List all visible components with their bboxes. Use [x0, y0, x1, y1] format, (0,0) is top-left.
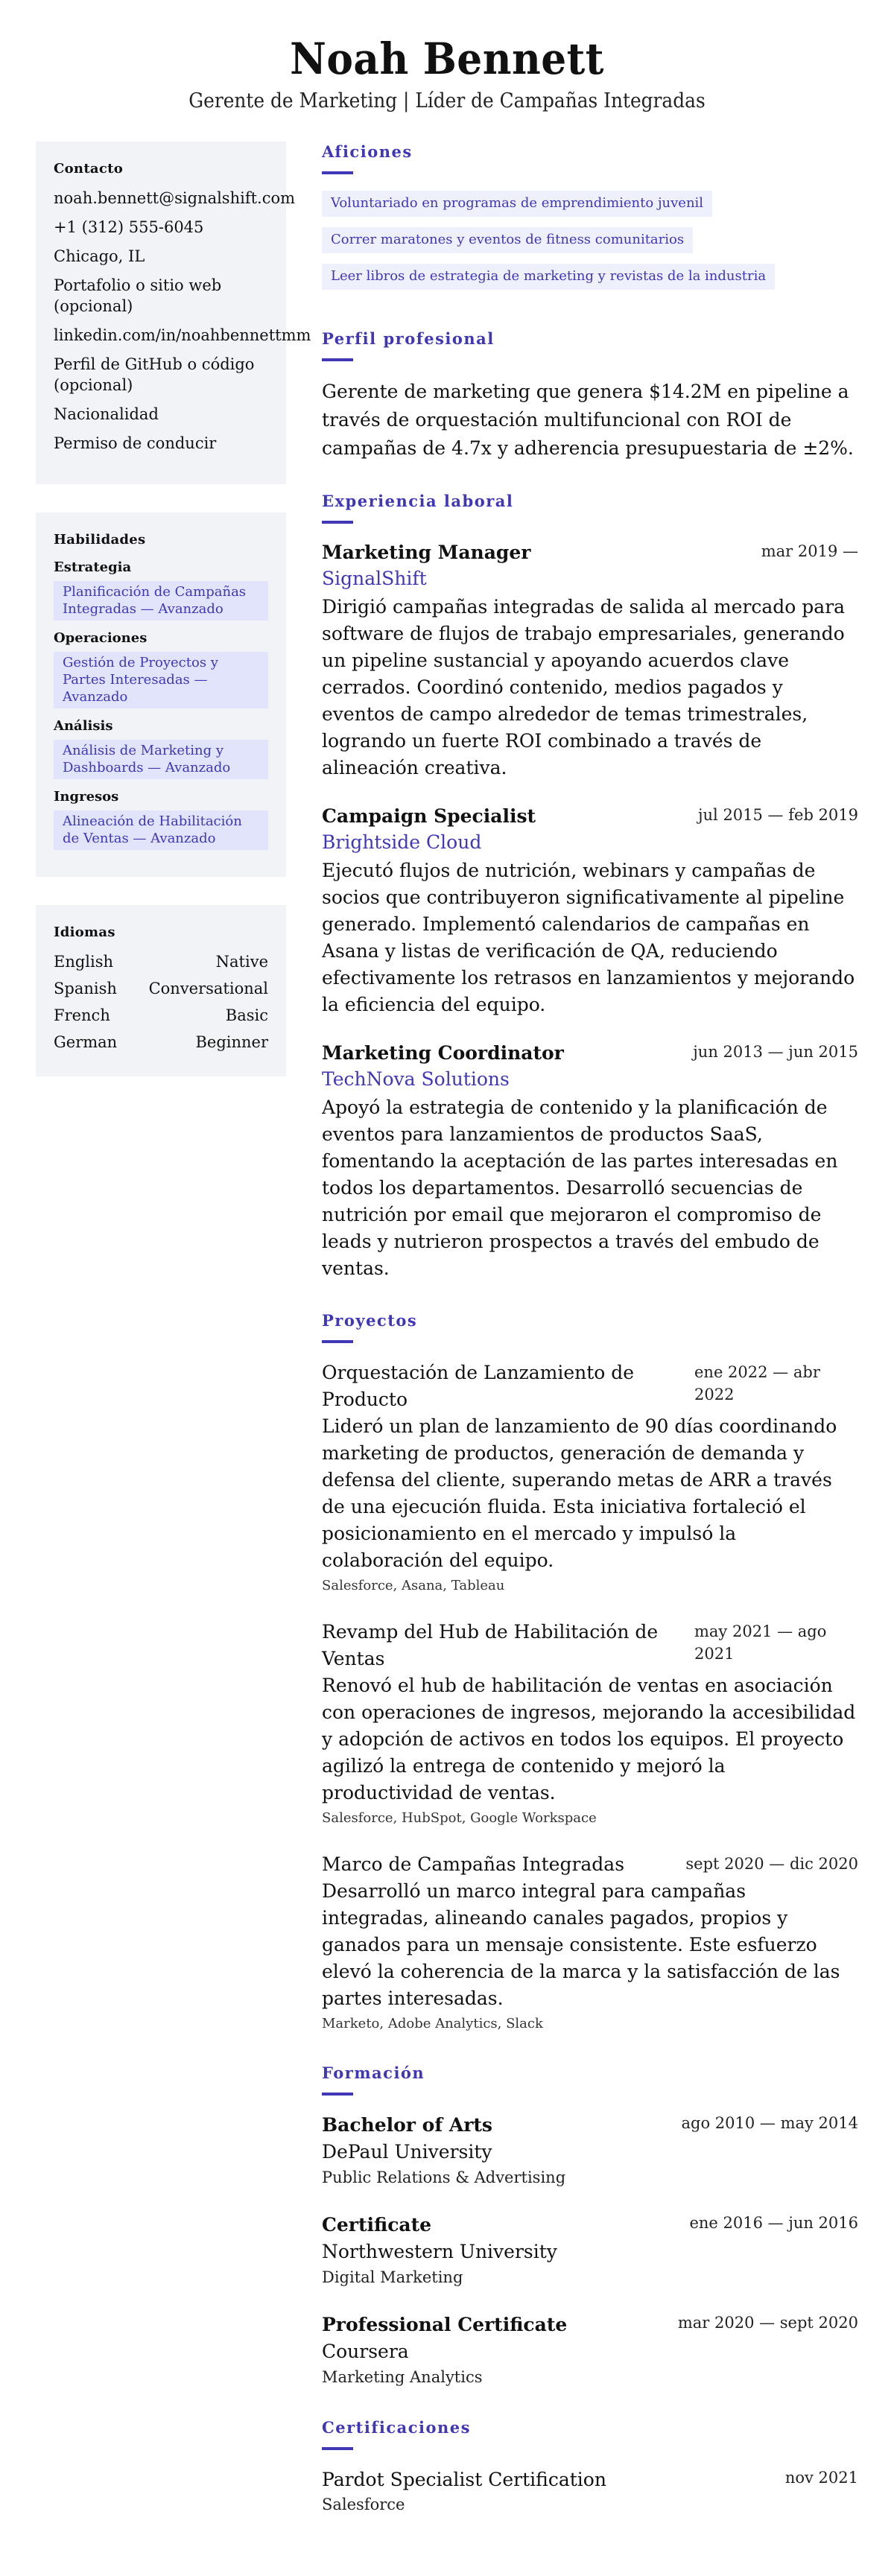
skill-chip: Gestión de Proyectos y Partes Interesadas — Avanzado — [54, 652, 268, 708]
skill-group-title: Ingresos — [54, 789, 119, 805]
hobby-list — [322, 191, 858, 300]
job-dates: mar 2019 — — [761, 542, 858, 560]
skill-chip: Alineación de Habilitación de Ventas — Avanzado — [54, 810, 268, 850]
projects-section — [322, 1310, 858, 2034]
education-degree: Professional Certificate — [322, 2314, 568, 2335]
skills-card — [36, 513, 286, 877]
language-name: English — [54, 953, 114, 971]
contact-card — [36, 142, 311, 484]
contact-nationality: Nacionalidad — [54, 405, 159, 423]
education-dates: ene 2016 — jun 2016 — [689, 2214, 858, 2232]
job-description: Apoyó la estrategia de contenido y la planificación de eventos para lanzamientos de productos SaaS, fomentando la aceptación de las partes interesadas en todos los departamentos. Desarrolló secuencias de nutrición por email que mejoraron el compromiso de leads y nutrieron prospectos a través del embudo de ventas. — [322, 1097, 838, 1279]
project-tools: Marketo, Adobe Analytics, Slack — [322, 2016, 543, 2031]
project-tools: Salesforce, HubSpot, Google Workspace — [322, 1810, 597, 1826]
project-dates: ene 2022 — abr 2022 — [694, 1363, 820, 1403]
project-entry — [322, 1360, 858, 1596]
main-column — [322, 142, 858, 2544]
job-company: Brightside Cloud — [322, 831, 482, 853]
job-title: Marketing Coordinator — [322, 1042, 564, 1064]
education-field: Digital Marketing — [322, 2268, 463, 2286]
language-level: Conversational — [148, 980, 268, 997]
candidate-name: Noah Bennett — [290, 34, 604, 84]
education-degree: Certificate — [322, 2214, 432, 2236]
education-section — [322, 2063, 858, 2389]
certifications-section — [322, 2417, 858, 2516]
hobbies-section — [322, 142, 858, 300]
skills-title: Habilidades — [54, 532, 146, 548]
skill-chip: Análisis de Marketing y Dashboards — Avanzado — [54, 740, 268, 779]
job-title: Marketing Manager — [322, 542, 531, 563]
education-entry — [322, 2312, 858, 2389]
profile-summary: Gerente de marketing que genera $14.2M en pipeline a través de orquestación multifuncional con ROI de campañas de 4.7x y adherencia presupuestaria de ±2%. — [322, 381, 854, 459]
language-level: Basic — [225, 1006, 268, 1024]
project-description: Renovó el hub de habilitación de ventas en asociación con operaciones de ingresos, mejorando la accesibilidad y adopción de activos en todos los equipos. El proyecto agilizó la entrega de contenido y mejoró la productividad de ventas. — [322, 1675, 856, 1803]
project-description: Desarrolló un marco integral para campañas integradas, alineando canales pagados, propios y ganados para un mensaje consistente. Este esfuerzo elevó la coherencia de la marca y la satisfacción de las partes interesadas. — [322, 1880, 840, 2009]
language-row — [54, 1005, 268, 1026]
language-name: French — [54, 1006, 110, 1024]
education-school: Northwestern University — [322, 2241, 557, 2262]
job-entry — [322, 540, 858, 781]
skill-chip: Planificación de Campañas Integradas — Avanzado — [54, 581, 268, 621]
project-title: Revamp del Hub de Habilitación de Ventas — [322, 1621, 659, 1669]
certification-name: Pardot Specialist Certification — [322, 2469, 606, 2490]
education-degree: Bachelor of Arts — [322, 2114, 493, 2136]
job-dates: jun 2013 — jun 2015 — [693, 1043, 858, 1061]
section-divider — [322, 521, 353, 524]
certification-entry — [322, 2466, 858, 2516]
resume-body — [0, 142, 894, 2544]
project-title: Marco de Campañas Integradas — [322, 1853, 625, 1875]
section-divider — [322, 358, 353, 361]
section-divider — [322, 2093, 353, 2096]
language-level: Native — [215, 953, 268, 971]
skill-group — [54, 559, 268, 621]
language-row — [54, 1032, 268, 1053]
contact-github: Perfil de GitHub o código (opcional) — [54, 355, 255, 394]
hobby-chip: Correr maratones y eventos de fitness comunitarios — [322, 227, 693, 253]
contact-location: Chicago, IL — [54, 247, 145, 265]
language-row — [54, 978, 268, 999]
skill-group — [54, 629, 268, 708]
job-company: TechNova Solutions — [322, 1068, 510, 1090]
section-title: Experiencia laboral — [322, 492, 514, 510]
education-field: Marketing Analytics — [322, 2368, 483, 2386]
section-title: Certificaciones — [322, 2418, 471, 2437]
candidate-subtitle: Gerente de Marketing | Líder de Campañas Integradas — [188, 89, 706, 112]
project-tools: Salesforce, Asana, Tableau — [322, 1578, 505, 1593]
job-description: Ejecutó flujos de nutrición, webinars y campañas de socios que contribuyeron significativamente al pipeline generado. Implementó calendarios de campañas en Asana y listas de verificación de QA, reduciendo efectivamente los retrasos en lanzamientos y mejorando la eficiencia del equipo. — [322, 860, 855, 1015]
contact-portfolio: Portafolio o sitio web (opcional) — [54, 276, 222, 315]
language-row — [54, 951, 268, 972]
education-dates: ago 2010 — may 2014 — [681, 2114, 858, 2132]
education-field: Public Relations & Advertising — [322, 2169, 566, 2186]
education-entry — [322, 2212, 858, 2289]
languages-title: Idiomas — [54, 924, 115, 940]
sidebar — [36, 142, 311, 2544]
section-divider — [322, 171, 353, 174]
job-company: SignalShift — [322, 568, 427, 589]
project-description: Lideró un plan de lanzamiento de 90 días coordinando marketing de productos, generación de demanda y defensa del cliente, superando metas de ARR a través de una ejecución fluida. Esta iniciativa fortaleció el posicionamiento en el mercado y impulsó la colaboración del equipo. — [322, 1415, 837, 1571]
contact-title: Contacto — [54, 161, 124, 177]
project-dates: may 2021 — ago 2021 — [694, 1622, 827, 1663]
job-entry — [322, 1041, 858, 1282]
language-level: Beginner — [195, 1033, 268, 1051]
job-description: Dirigió campañas integradas de salida al mercado para software de flujos de trabajo empresariales, generando un pipeline sustancial y apoyando acuerdos clave cerrados. Coordinó contenido, medios pagados y eventos de campo alrededor de temas trimestrales, logrando un fuerte ROI combinado a través de alineación creativa. — [322, 596, 846, 778]
education-school: DePaul University — [322, 2141, 492, 2163]
job-title: Campaign Specialist — [322, 805, 536, 827]
language-name: German — [54, 1033, 118, 1051]
contact-email[interactable]: noah.bennett@signalshift.com — [54, 189, 296, 207]
languages-card — [36, 905, 286, 1076]
job-dates: jul 2015 — feb 2019 — [698, 806, 858, 824]
education-dates: mar 2020 — sept 2020 — [677, 2314, 858, 2332]
skill-group — [54, 788, 268, 850]
language-name: Spanish — [54, 980, 117, 997]
hobby-chip: Leer libros de estrategia de marketing y revistas de la industria — [322, 264, 775, 290]
job-entry — [322, 804, 858, 1018]
certification-issuer: Salesforce — [322, 2496, 405, 2513]
certification-date: nov 2021 — [784, 2469, 858, 2487]
resume-header — [0, 0, 894, 142]
contact-driving-license: Permiso de conducir — [54, 434, 217, 452]
project-entry — [322, 1619, 858, 1829]
skill-group-title: Operaciones — [54, 630, 148, 646]
skill-group — [54, 717, 268, 779]
section-title: Perfil profesional — [322, 329, 495, 348]
section-title: Aficiones — [322, 142, 413, 161]
section-title: Proyectos — [322, 1311, 418, 1330]
project-dates: sept 2020 — dic 2020 — [685, 1855, 858, 1873]
experience-section — [322, 491, 858, 1282]
contact-phone[interactable]: +1 (312) 555-6045 — [54, 218, 204, 236]
section-divider — [322, 1340, 353, 1343]
contact-linkedin[interactable]: linkedin.com/in/noahbennettmm — [54, 326, 311, 344]
section-divider — [322, 2447, 353, 2450]
hobby-chip: Voluntariado en programas de emprendimiento juvenil — [322, 191, 712, 217]
section-title: Formación — [322, 2063, 425, 2082]
skill-group-title: Estrategia — [54, 559, 132, 575]
project-entry — [322, 1851, 858, 2034]
profile-section — [322, 329, 858, 463]
skill-group-title: Análisis — [54, 718, 113, 734]
education-school: Coursera — [322, 2341, 409, 2362]
project-title: Orquestación de Lanzamiento de Producto — [322, 1362, 635, 1410]
education-entry — [322, 2112, 858, 2189]
